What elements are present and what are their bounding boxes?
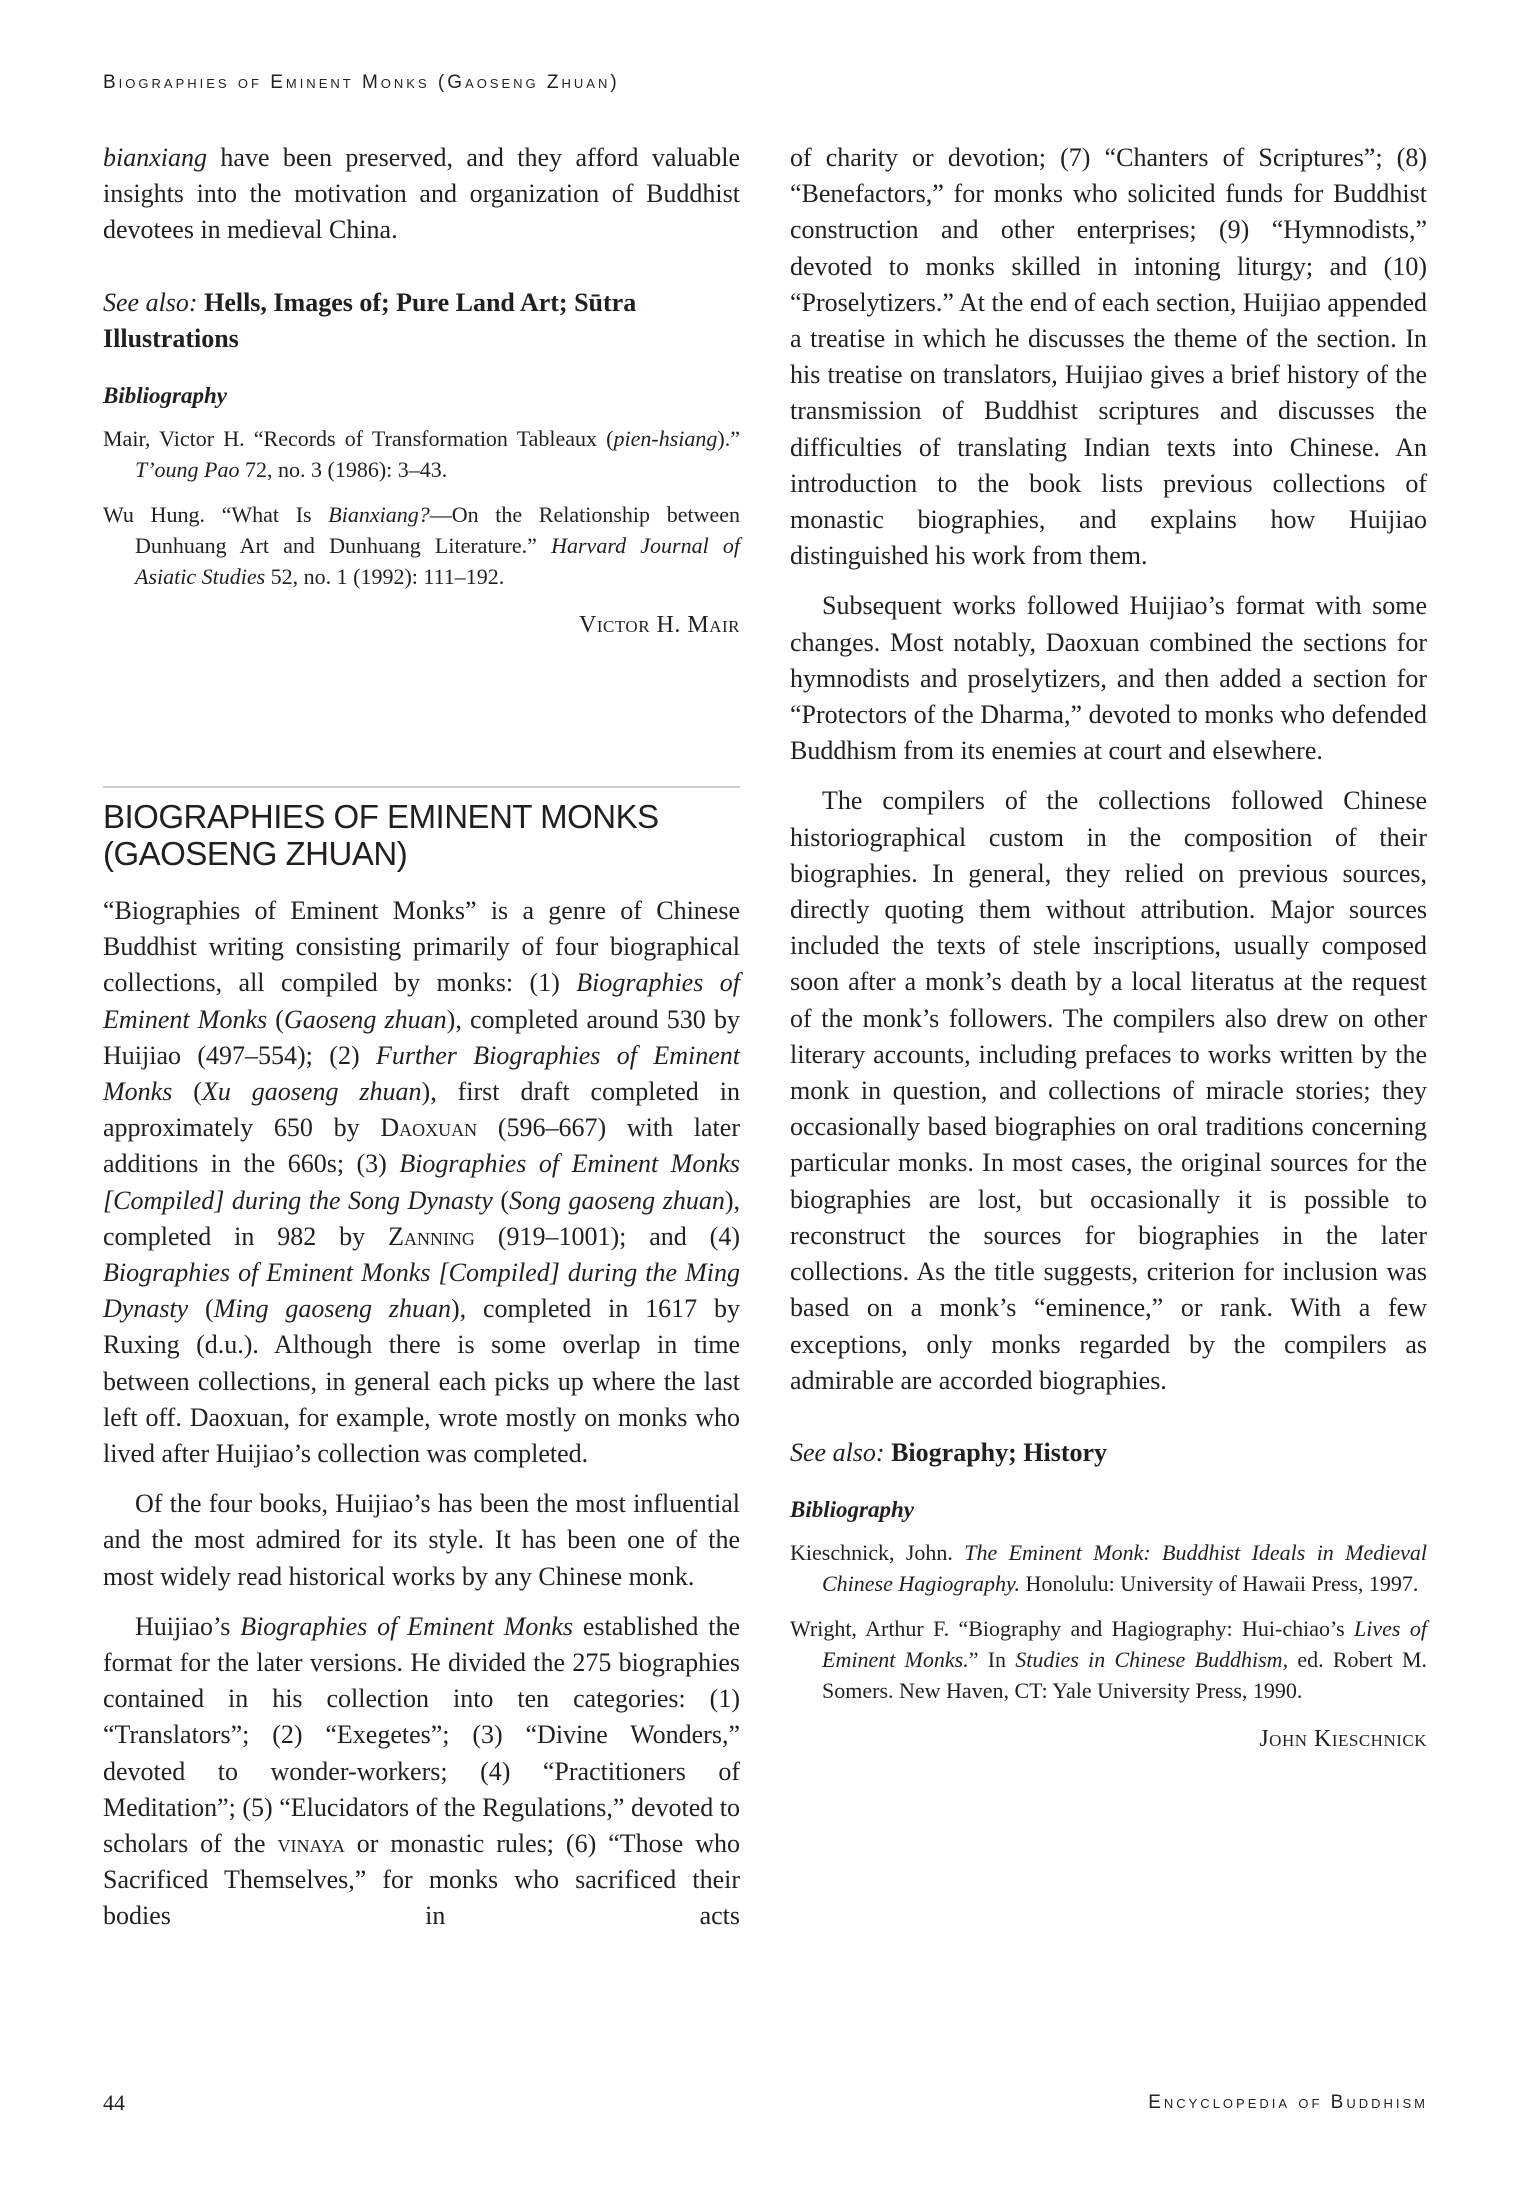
cross-reference[interactable]: Daoxuan [380, 1113, 478, 1143]
text-run: of charity or devotion; (7) “Chanters of Scriptures”; (8) “Benefactors,” for monks who solicited funds for Buddhist construction and other enterprises; (9) “Hymnodists,” devoted to monks skilled in intoning liturgy; and (10) “Proselytizers.” At the end of each section, Huijiao appended a treatise in which he discusses the theme of the section. In his treatise on translators, Huijiao gives a brief history of the transmission of Buddhist scriptures and discusses the difficulties of translating Indian texts into Chinese. An introduction to the book lists previous collections of monastic biographies, and explains how Huijiao distinguished his work from them. [790, 143, 1427, 571]
entry-divider [103, 786, 740, 788]
text-run: (596–667) with later additions in the 660s; (3) [103, 1113, 740, 1179]
body-paragraph [103, 1609, 740, 1935]
text-run: have been preserved, and they afford valuable insights into the motivation and organization of Buddhist devotees in medieval China. [103, 143, 740, 245]
see-also [103, 285, 740, 357]
italic-text: Biographies of Eminent Monks [Compiled] during the Song Dynasty [103, 1149, 740, 1215]
running-header: Biographies of Eminent Monks (Gaoseng Zhuan) [103, 72, 620, 93]
bibliography-entry [103, 499, 740, 592]
italic-text: bianxiang [103, 143, 207, 172]
text-run: 52, no. 1 (1992): 111–192. [265, 563, 505, 589]
text-run: —On the Relationship between Dunhuang Art and Dunhuang Literature.” [135, 501, 740, 558]
text-run: ( [267, 1004, 284, 1034]
text-run: ), first draft completed in approximately 650 by [103, 1077, 740, 1143]
text-run: ( [172, 1077, 202, 1107]
text-run: established the format for the later versions. He divided the 275 biographies contained in his collection into ten categories: (1) “Translators”; (2) “Exegetes”; (3) “Divine Wonders,” devoted to wonder-workers; (4) “Practitioners of Meditation”; (5) “Elucidators of the Regulations,” devoted to scholars of the [103, 1611, 740, 1859]
text-run: ” In [968, 1646, 1016, 1672]
see-also-link[interactable]: Biography; History [891, 1437, 1108, 1467]
text-run: or monastic rules; (6) “Those who Sacrificed Themselves,” for monks who sacrificed their bodies in acts [103, 1829, 741, 1931]
text-run: ( [188, 1294, 214, 1324]
text-run: ), completed in 1617 by Ruxing (d.u.). Although there is some overlap in time between collections, in general each picks up where the last left off. Daoxuan, for example, wrote mostly on monks who lived after Huijiao’s collection was completed. [103, 1294, 740, 1469]
bibliography-heading: Bibliography [103, 382, 227, 408]
text-run: Wright, Arthur F. “Biography and Hagiography: Hui-chiao’s [790, 1615, 1355, 1641]
author-signature: Victor H. Mair [579, 611, 740, 638]
right-column-body [790, 140, 1427, 1753]
italic-text: Ming gaoseng zhuan [213, 1294, 451, 1324]
body-paragraph [103, 893, 740, 1472]
closing-paragraph [103, 140, 740, 249]
left-column-body [103, 893, 740, 1935]
text-run: ( [492, 1185, 509, 1215]
text-run: Subsequent works followed Huijiao’s format with some changes. Most notably, Daoxuan combined the sections for hymnodists and proselytizers, and then added a section for “Protectors of the Dharma,” devoted to monks who defended Buddhism from its enemies at court and elsewhere. [790, 591, 1427, 766]
body-paragraph [790, 588, 1427, 769]
text-run: (919–1001); and (4) [474, 1221, 740, 1251]
body-paragraph [790, 140, 1427, 574]
bibliography-heading: Bibliography [790, 1496, 914, 1522]
text-run: Of the four books, Huijiao’s has been the most influential and the most admired for its style. It has been one of the most widely read historical works by any Chinese monk. [103, 1489, 740, 1591]
cross-reference[interactable]: vinaya [277, 1829, 345, 1859]
italic-text: Biographies of Eminent Monks [103, 968, 740, 1034]
see-also-label: See also: [790, 1437, 885, 1467]
entry-title: BIOGRAPHIES OF EMINENT MONKS (GAOSENG ZHUAN) [103, 798, 659, 872]
book-title: Encyclopedia of Buddhism [1148, 2092, 1428, 2113]
text-run: “Biographies of Eminent Monks” is a genre of Chinese Buddhist writing consisting primarily of four biographical collections, all compiled by monks: (1) [103, 896, 740, 998]
italic-text: Biographies of Eminent Monks [Compiled] during the Ming Dynasty [103, 1258, 740, 1324]
italic-text: Harvard Journal of Asiatic Studies [135, 532, 740, 589]
see-also-link[interactable]: Hells, Images of; Pure Land Art; Sūtra Illustrations [103, 287, 637, 353]
page-number: 44 [103, 2090, 125, 2115]
see-also-label: See also: [103, 287, 198, 317]
text-run: Huijiao’s [135, 1611, 241, 1641]
italic-text: Further Biographies of Eminent Monks [103, 1040, 741, 1107]
previous-entry-end [103, 140, 740, 639]
text-run: ), completed around 530 by Huijiao (497–554); (2) [103, 1004, 740, 1070]
italic-text: Gaoseng zhuan [283, 1004, 447, 1034]
italic-text: Biographies of Eminent Monks [240, 1611, 574, 1641]
bibliography-entry [103, 423, 740, 485]
italic-text: pien-hsiang [613, 425, 718, 451]
bibliography-entry [790, 1537, 1427, 1599]
cross-reference[interactable]: Zanning [388, 1221, 475, 1251]
italic-text: Bianxiang? [328, 501, 430, 527]
body-paragraph [790, 783, 1427, 1398]
body-paragraph [103, 1486, 740, 1595]
text-run: ), completed in 982 by [103, 1185, 740, 1251]
text-run: The compilers of the collections followed Chinese historiographical custom in the composition of their biographies. In general, they relied on previous sources, directly quoting them without attribution. Major sources included the texts of stele inscriptions, usually composed soon after a monk’s death by a local literatus at the request of the monk’s followers. The compilers also drew on other literary accounts, including prefaces to works written by the monk in question, and collections of miracle stories; they occasionally based biographies on oral traditions concerning particular monks. In most cases, the original sources for the biographies are lost, but occasionally it is possible to reconstruct the sources for biographies in the later collections. As the title suggests, criterion for inclusion was based on a monk’s “eminence,” or rank. With a few exceptions, only monks regarded by the compilers as admirable are accorded biographies. [790, 786, 1427, 1395]
text-run: Honolulu: University of Hawaii Press, 1997. [1020, 1570, 1419, 1596]
italic-text: Xu gaoseng zhuan [201, 1077, 422, 1107]
see-also [790, 1435, 1427, 1471]
bibliography-entry [790, 1613, 1427, 1706]
author-signature: John Kieschnick [1259, 1725, 1427, 1752]
italic-text: The Eminent Monk: Buddhist Ideals in Medieval Chinese Hagiography. [822, 1539, 1427, 1596]
text-run: Kieschnick, John. [790, 1539, 965, 1565]
italic-text: Song gaoseng zhuan [508, 1185, 725, 1215]
italic-text: Studies in Chinese Buddhism, [1015, 1646, 1289, 1672]
text-run: ed. Robert M. Somers. New Haven, CT: Yale University Press, 1990. [822, 1646, 1428, 1703]
text-run: ).” [717, 425, 740, 451]
italic-text: Lives of Eminent Monks. [822, 1615, 1427, 1672]
text-run: 72, no. 3 (1986): 3–43. [239, 456, 448, 482]
italic-text: T’oung Pao [135, 456, 240, 482]
text-run: Wu Hung. “What Is [103, 501, 329, 527]
text-run: Mair, Victor H. “Records of Transformation Tableaux ( [103, 425, 614, 451]
